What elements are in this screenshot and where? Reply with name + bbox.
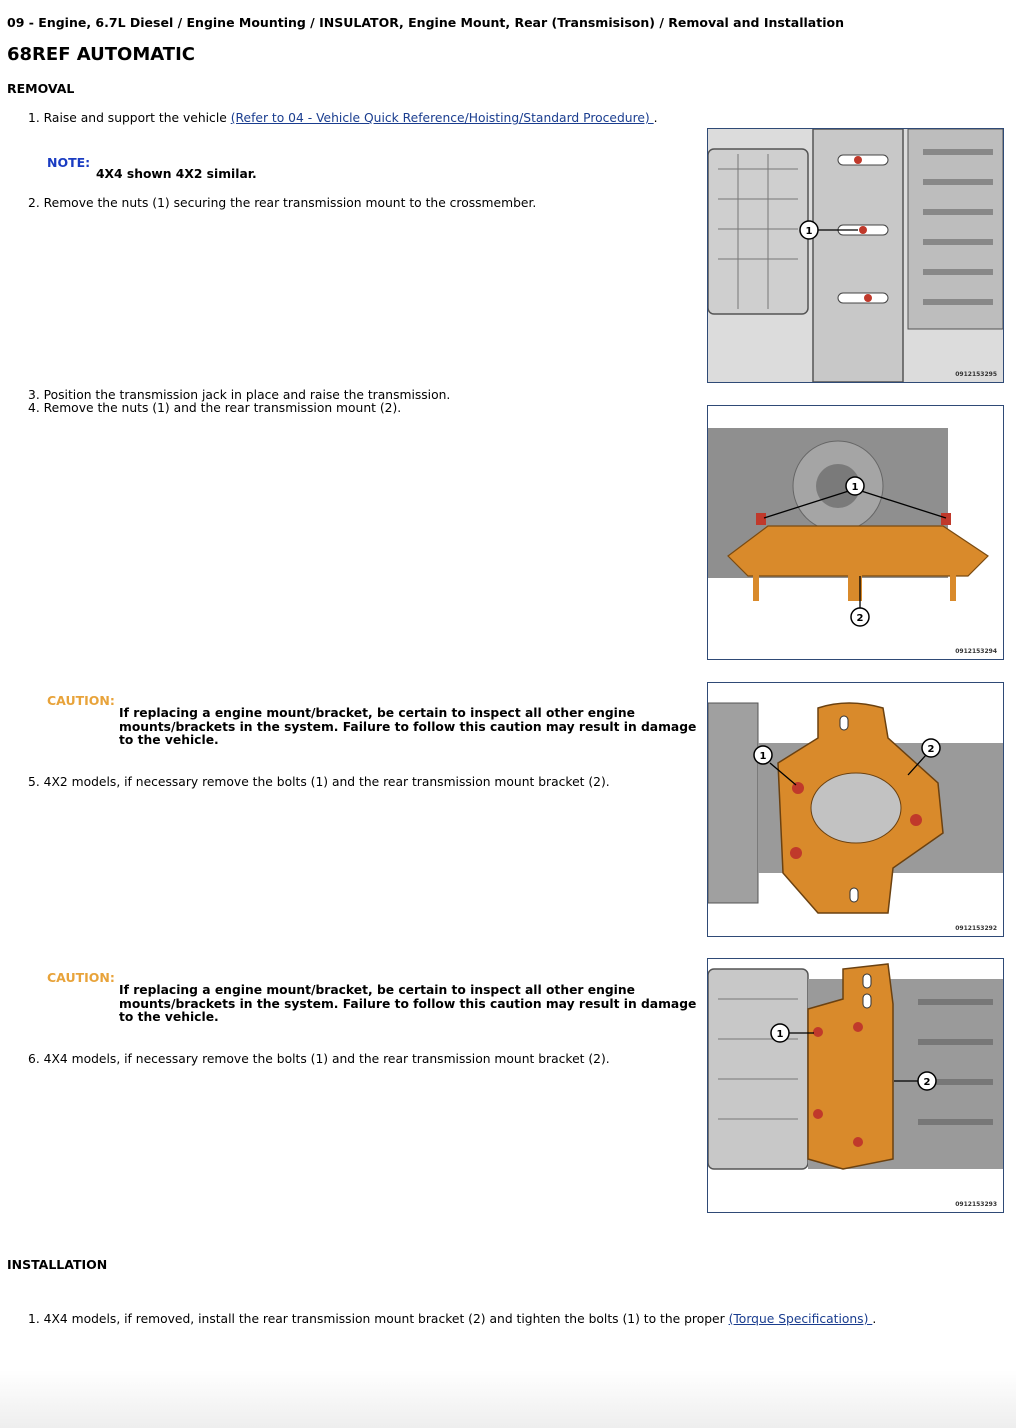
removal-step-5: 5. 4X2 models, if necessary remove the bolts (1) and the rear transmission mount bracket (2). — [28, 775, 610, 789]
figure-3-callout-2: 2 — [927, 744, 935, 755]
note-block — [47, 155, 257, 182]
figure-3-4x2-bracket — [707, 682, 1004, 937]
figure-1-crossmember-nuts — [707, 128, 1004, 383]
figure-2-id: 0912153294 — [955, 648, 997, 655]
caution-block-2 — [47, 970, 696, 1025]
caution-1-line-1: If replacing a engine mount/bracket, be certain to inspect all other engine — [119, 706, 635, 720]
removal-step-1 — [28, 111, 658, 125]
removal-step-1-text: 1. Raise and support the vehicle — [28, 111, 231, 125]
installation-step-1-suffix: . — [872, 1312, 877, 1326]
installation-step-1-text: 1. 4X4 models, if removed, install the rear transmission mount bracket (2) and tighten the bolts (1) to the proper — [28, 1312, 729, 1326]
caution-2-line-2: mounts/brackets in the system. Failure to follow this caution may result in damage — [119, 996, 697, 1011]
torque-specifications-link[interactable]: (Torque Specifications) — [728, 1312, 873, 1326]
figure-4-4x4-bracket — [707, 958, 1004, 1213]
figure-1-callout-1: 1 — [805, 226, 813, 237]
note-label: NOTE: — [47, 155, 91, 170]
figure-2-callout-2: 2 — [856, 613, 864, 624]
removal-step-6: 6. 4X4 models, if necessary remove the bolts (1) and the rear transmission mount bracket (2). — [28, 1052, 610, 1066]
figure-3-callout-1: 1 — [759, 751, 767, 762]
removal-step-4: 4. Remove the nuts (1) and the rear transmission mount (2). — [28, 401, 402, 415]
figure-1-id: 0912153295 — [955, 371, 997, 378]
caution-2-line-1: If replacing a engine mount/bracket, be certain to inspect all other engine — [119, 983, 635, 997]
installation-heading: INSTALLATION — [7, 1257, 108, 1272]
caution-1-line-3: to the vehicle. — [119, 733, 219, 747]
caution-1-line-2: mounts/brackets in the system. Failure to follow this caution may result in damage — [119, 719, 697, 734]
figure-3-id: 0912153292 — [955, 925, 997, 932]
figure-2-callout-1: 1 — [851, 482, 859, 493]
figure-4-callout-1: 1 — [776, 1029, 784, 1040]
removal-step-3: 3. Position the transmission jack in place and raise the transmission. — [28, 388, 451, 402]
figure-4-id: 0912153293 — [955, 1201, 997, 1208]
caution-label-2: CAUTION: — [47, 970, 115, 985]
hoisting-procedure-link[interactable]: (Refer to 04 - Vehicle Quick Reference/Hoisting/Standard Procedure) — [230, 111, 654, 125]
caution-2-line-3: to the vehicle. — [119, 1010, 219, 1024]
removal-step-2: 2. Remove the nuts (1) securing the rear transmission mount to the crossmember. — [28, 196, 537, 210]
figure-4-callout-2: 2 — [923, 1077, 931, 1088]
caution-block-1 — [47, 693, 696, 748]
installation-step-1 — [28, 1312, 876, 1326]
page-bottom-shadow — [0, 1370, 1016, 1428]
note-text: 4X4 shown 4X2 similar. — [96, 167, 257, 181]
removal-step-1-suffix: . — [653, 111, 658, 125]
page-title: 68REF AUTOMATIC — [7, 44, 195, 65]
removal-heading: REMOVAL — [7, 81, 75, 96]
figure-2-transmission-mount — [707, 405, 1004, 660]
breadcrumb: 09 - Engine, 6.7L Diesel / Engine Mounting / INSULATOR, Engine Mount, Rear (Transmisison) / Removal and Installation — [7, 15, 844, 30]
caution-label-1: CAUTION: — [47, 693, 115, 708]
